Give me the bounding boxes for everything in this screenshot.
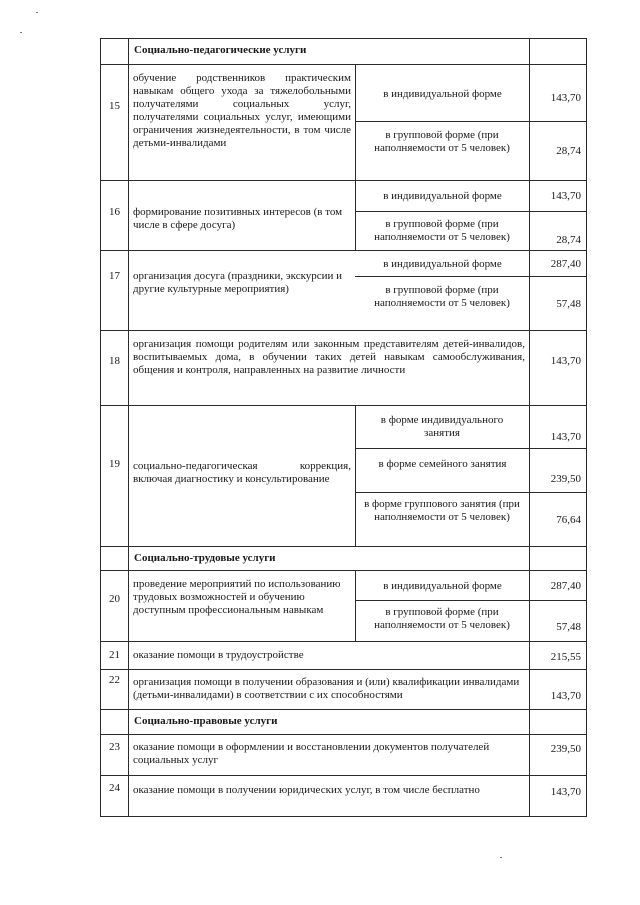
row-number: 17 (109, 270, 120, 282)
price-value: 215,55 (550, 651, 581, 663)
form-label: в индивидуальной форме (383, 258, 502, 270)
price-value: 143,70 (550, 355, 581, 367)
service-description: организация досуга (праздники, экскурсии и другие культурные мероприятия) (133, 270, 343, 295)
row-number: 18 (109, 355, 120, 367)
form-label: в групповой форме (при наполняемости от 5 человек) (374, 218, 510, 243)
form-label: в индивидуальной форме (383, 580, 502, 592)
service-description: социально-педагогическая коррекция, включая диагностику и консультирование (133, 460, 351, 485)
price-value: 143,70 (550, 190, 581, 202)
section-heading: Социально-правовые услуги (134, 715, 278, 727)
price-value: 239,50 (550, 743, 581, 755)
price-value: 28,74 (556, 234, 581, 246)
row-number: 20 (109, 593, 120, 605)
service-description: обучение родственников практическим навыкам общего ухода за тяжелобольными получателями социальных услуг, получателями социальных услуг, имеющими ограничения жизнедеятельности, в том числе детьми-инвалидами (133, 72, 351, 149)
form-label: в форме семейного занятия (378, 458, 507, 470)
row-number: 22 (109, 674, 120, 686)
service-description: формирование позитивных интересов (в том числе в сфере досуга) (133, 206, 343, 231)
row-number: 16 (109, 206, 120, 218)
form-label: в форме индивидуального занятия (380, 414, 504, 439)
row-number: 23 (109, 741, 120, 753)
form-label: в индивидуальной форме (383, 190, 502, 202)
service-description: оказание помощи в трудоустройстве (133, 649, 304, 661)
price-value: 76,64 (556, 514, 581, 526)
price-value: 28,74 (556, 145, 581, 157)
price-value: 57,48 (556, 621, 581, 633)
row-number: 15 (109, 100, 120, 112)
price-value: 143,70 (550, 92, 581, 104)
row-number: 24 (109, 782, 120, 794)
price-value: 239,50 (550, 473, 581, 485)
scan-speck (500, 857, 502, 858)
row-number: 21 (109, 649, 120, 661)
form-label: в групповой форме (при наполняемости от 5 человек) (374, 129, 510, 154)
price-value: 143,70 (550, 786, 581, 798)
scan-speck (36, 12, 38, 13)
form-label: в индивидуальной форме (383, 88, 502, 100)
price-value: 287,40 (550, 580, 581, 592)
section-heading: Социально-педагогические услуги (134, 44, 307, 56)
section-heading: Социально-трудовые услуги (134, 552, 276, 564)
service-description: оказание помощи в оформлении и восстановлении документов получателей социальных услуг (133, 741, 490, 766)
service-description: оказание помощи в получении юридических услуг, в том числе бесплатно (133, 784, 480, 796)
price-value: 287,40 (550, 258, 581, 270)
service-description: проведение мероприятий по использованию трудовых возможностей и обучению доступным профессиональным навыкам (133, 578, 341, 616)
form-label: в групповой форме (при наполняемости от 5 человек) (374, 284, 510, 309)
row-number: 19 (109, 458, 120, 470)
price-value: 143,70 (550, 431, 581, 443)
form-label: в групповой форме (при наполняемости от 5 человек) (374, 606, 510, 631)
service-description: организация помощи в получении образования и (или) квалификации инвалидами (детьми-инвалидами) в соответствии с их способностями (133, 676, 520, 701)
price-value: 57,48 (556, 298, 581, 310)
form-label: в форме группового занятия (при наполняемости от 5 человек) (364, 498, 520, 523)
price-value: 143,70 (550, 690, 581, 702)
service-description: организация помощи родителям или законным представителям детей-инвалидов, воспитываемых дома, в обучении таких детей навыкам самообслуживания, общения и контроля, направленных на развитие личности (133, 338, 525, 376)
scan-speck (20, 32, 22, 33)
